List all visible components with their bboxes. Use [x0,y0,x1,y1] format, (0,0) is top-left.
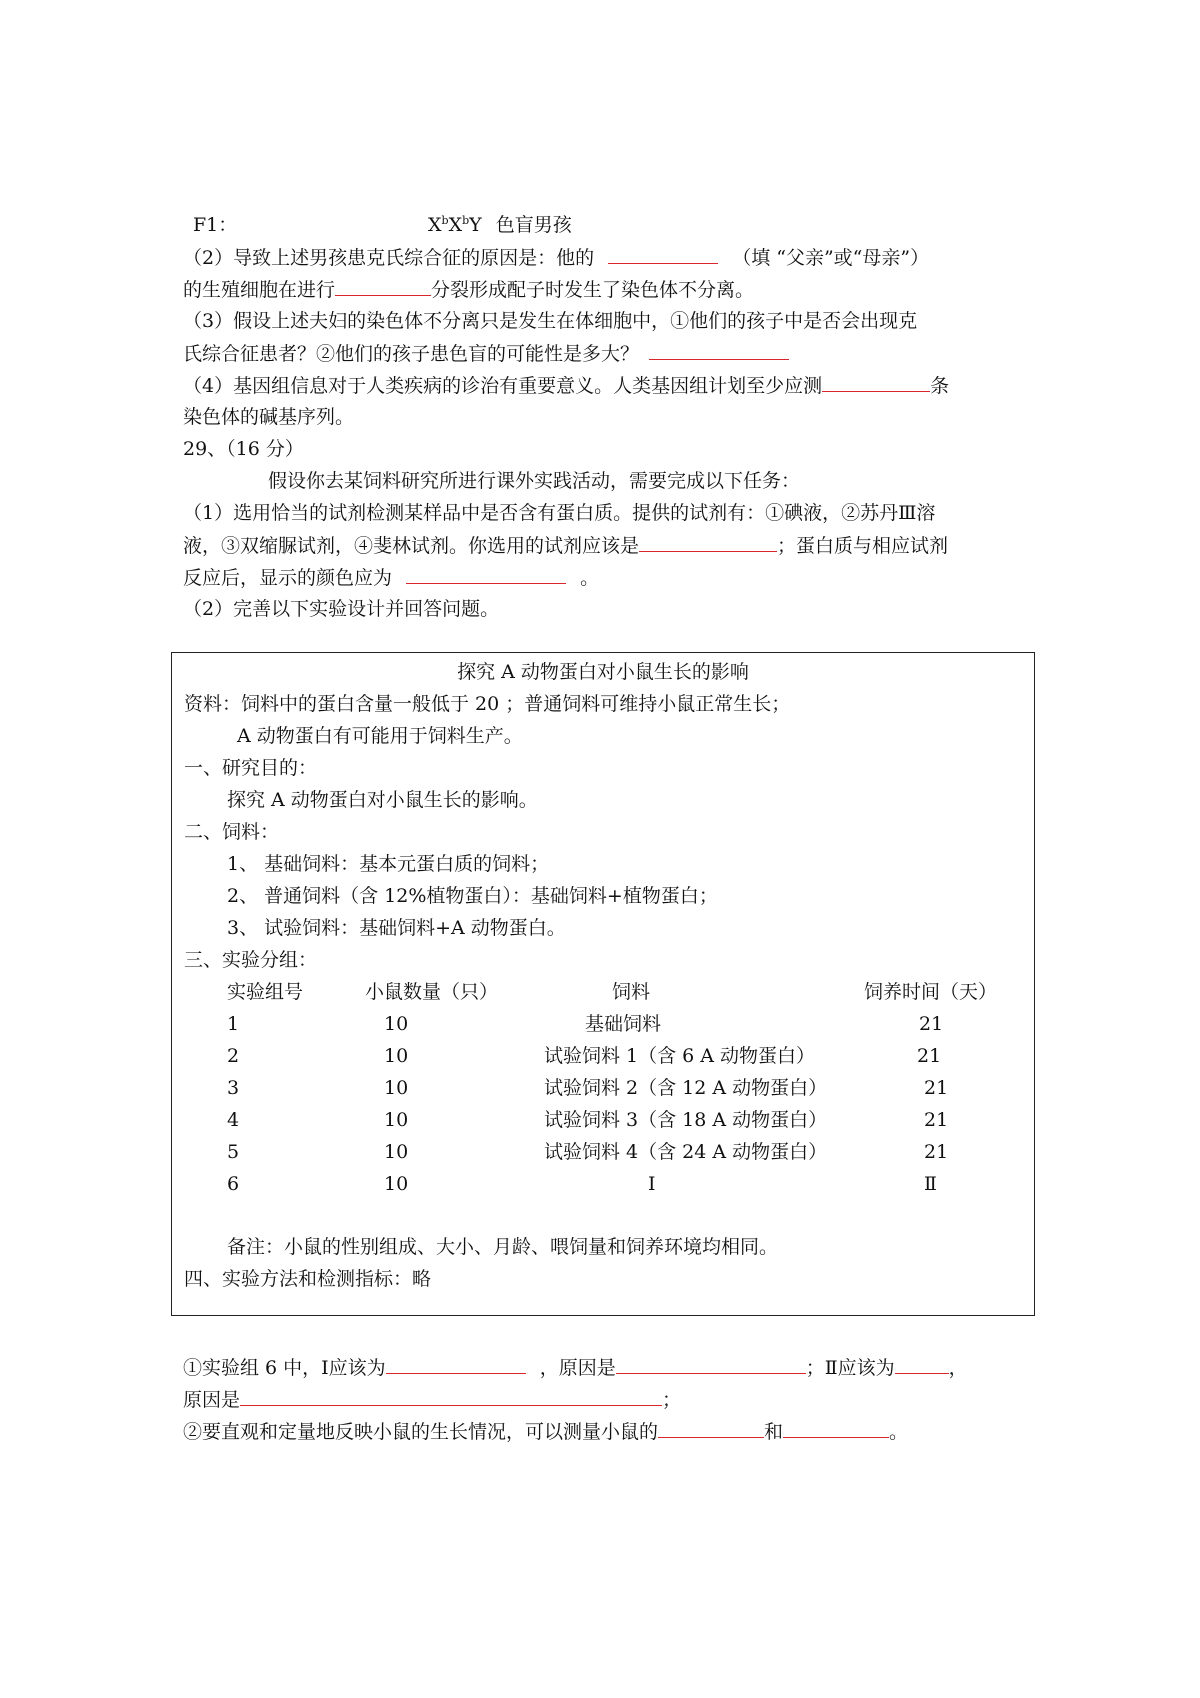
q3-text-b: 氏综合征患者？②他们的孩子患色盲的可能性是多大？ [183,343,640,365]
q2-line1 [183,245,929,270]
answer-blank-measure-2[interactable] [783,1419,889,1438]
q4-text-b: 条 [930,375,950,397]
genotype-y: Y [469,214,482,236]
f1-genotype [428,213,572,237]
q29-intro: 假设你去某饲料研究所进行课外实践活动，需要完成以下任务： [268,470,801,492]
answer-blank-time-6[interactable] [895,1355,949,1374]
after-text-h: 和 [764,1421,784,1443]
q29-p1-line1: （1）选用恰当的试剂检测某样品中是否含有蛋白质。提供的试剂有：①碘液，②苏丹Ⅲ溶 [183,502,936,524]
q4-line1 [183,373,949,398]
answer-blank-probability[interactable] [649,341,789,360]
q2-line2 [183,277,754,302]
f1-label: F1： [193,214,238,236]
box-info-line2: A 动物蛋白有可能用于饲料生产。 [237,725,523,747]
table-cell: 5 [227,1141,240,1163]
section-groups: 三、实验分组： [184,949,318,971]
genotype-x2: X [448,214,463,236]
table-header: 饲养时间（天） [864,981,998,1003]
answer-blank-reason-2[interactable] [240,1387,662,1406]
q29-text-c: 反应后，显示的颜色应为 [183,567,393,589]
q3-line1 [183,309,917,333]
box-info-line1: 资料：饲料中的蛋白含量一般低于 20 ；普通饲料可维持小鼠正常生长； [184,693,791,715]
answer-blank-chromosomes[interactable] [822,373,930,392]
q3-line2 [183,341,789,366]
after-text-a: ①实验组 6 中，Ⅰ应该为 [183,1357,386,1379]
feed-item-2: 2、 普通饲料（含 12%植物蛋白）：基础饲料+植物蛋白； [227,885,718,907]
after-text-d: ， [948,1357,968,1379]
table-cell: 21 [924,1077,949,1099]
table-cell: Ⅰ [648,1173,656,1195]
q4-line2 [183,405,354,429]
after-text-e: 原因是 [183,1389,241,1411]
genotype-sup1: b [441,214,449,227]
table-cell: 试验饲料 4（含 24 A 动物蛋白） [544,1141,828,1163]
table-cell: 10 [384,1141,409,1163]
table-cell: 6 [227,1173,240,1195]
q2-text-c: 的生殖细胞在进行 [183,279,336,301]
after-line2 [183,1387,681,1412]
q29-text-b: ；蛋白质与相应试剂 [777,535,949,557]
q4-text-c: 染色体的碱基序列。 [183,406,355,428]
answer-blank-parent[interactable] [608,245,718,264]
f1-line [193,213,237,237]
table-cell: 4 [227,1109,240,1131]
table-header: 实验组号 [227,981,304,1003]
table-cell: 10 [384,1173,409,1195]
table-cell: 21 [924,1109,949,1131]
genotype-sup2: b [462,214,470,227]
table-cell: 1 [227,1013,240,1035]
box-note: 备注：小鼠的性别组成、大小、月龄、喂饲量和饲养环境均相同。 [227,1236,779,1258]
answer-blank-color[interactable] [406,565,566,584]
table-cell: 基础饲料 [585,1013,662,1035]
purpose-text: 探究 A 动物蛋白对小鼠生长的影响。 [227,789,538,811]
answer-blank-division[interactable] [335,277,431,296]
section-feed: 二、饲料： [184,821,280,843]
box-title: 探究 A 动物蛋白对小鼠生长的影响 [457,661,749,683]
after-line3 [183,1419,908,1444]
table-cell: 21 [919,1013,944,1035]
answer-blank-reagent[interactable] [639,533,777,552]
answer-blank-feed-6[interactable] [386,1355,526,1374]
table-cell: 10 [384,1109,409,1131]
table-cell: 10 [384,1013,409,1035]
table-cell: 21 [917,1045,942,1067]
q3-text-a: （3）假设上述夫妇的染色体不分离只是发生在体细胞中，①他们的孩子中是否会出现克 [183,310,918,332]
answer-blank-measure-1[interactable] [658,1419,764,1438]
q2-text-b: （填 “父亲”或“母亲”） [732,247,930,269]
experiment-box [171,652,1035,1316]
q29-header: 29、（16 分） [183,438,304,460]
q2-text-a: （2）导致上述男孩患克氏综合征的原因是：他的 [183,247,595,269]
table-cell: 21 [924,1141,949,1163]
q29-p2: （2）完善以下实验设计并回答问题。 [183,598,500,620]
q29-p1-line2 [183,533,948,558]
q2-text-d: 分裂形成配子时发生了染色体不分离。 [431,279,755,301]
section-purpose: 一、研究目的： [184,757,318,779]
table-cell: 10 [384,1077,409,1099]
f1-phenotype: 色盲男孩 [495,214,572,236]
table-cell: 试验饲料 1（含 6 A 动物蛋白） [544,1045,816,1067]
section-methods: 四、实验方法和检测指标：略 [184,1268,432,1290]
feed-item-1: 1、 基础饲料：基本元蛋白质的饲料； [227,853,550,875]
after-text-b: ，原因是 [539,1357,616,1379]
table-cell: 3 [227,1077,240,1099]
feed-item-3: 3、 试验饲料：基础饲料+A 动物蛋白。 [227,917,566,939]
after-text-i: 。 [889,1421,909,1443]
answer-blank-reason-1[interactable] [616,1355,806,1374]
q4-text-a: （4）基因组信息对于人类疾病的诊治有重要意义。人类基因组计划至少应测 [183,375,823,397]
table-cell: 2 [227,1045,240,1067]
q29-text-d: 。 [580,567,600,589]
table-cell: 10 [384,1045,409,1067]
table-cell: 试验饲料 2（含 12 A 动物蛋白） [544,1077,828,1099]
table-cell: Ⅱ [924,1173,937,1195]
table-header: 小鼠数量（只） [365,981,499,1003]
after-text-f: ； [662,1389,682,1411]
table-header: 饲料 [612,981,651,1003]
q29-text-a: 液，③双缩脲试剂，④斐林试剂。你选用的试剂应该是 [183,535,640,557]
after-line1 [183,1355,968,1380]
after-text-g: ②要直观和定量地反映小鼠的生长情况，可以测量小鼠的 [183,1421,659,1443]
after-text-c: ；Ⅱ应该为 [805,1357,895,1379]
q29-p1-line3 [183,565,599,590]
genotype-x1: X [428,214,442,236]
table-cell: 试验饲料 3（含 18 A 动物蛋白） [544,1109,828,1131]
